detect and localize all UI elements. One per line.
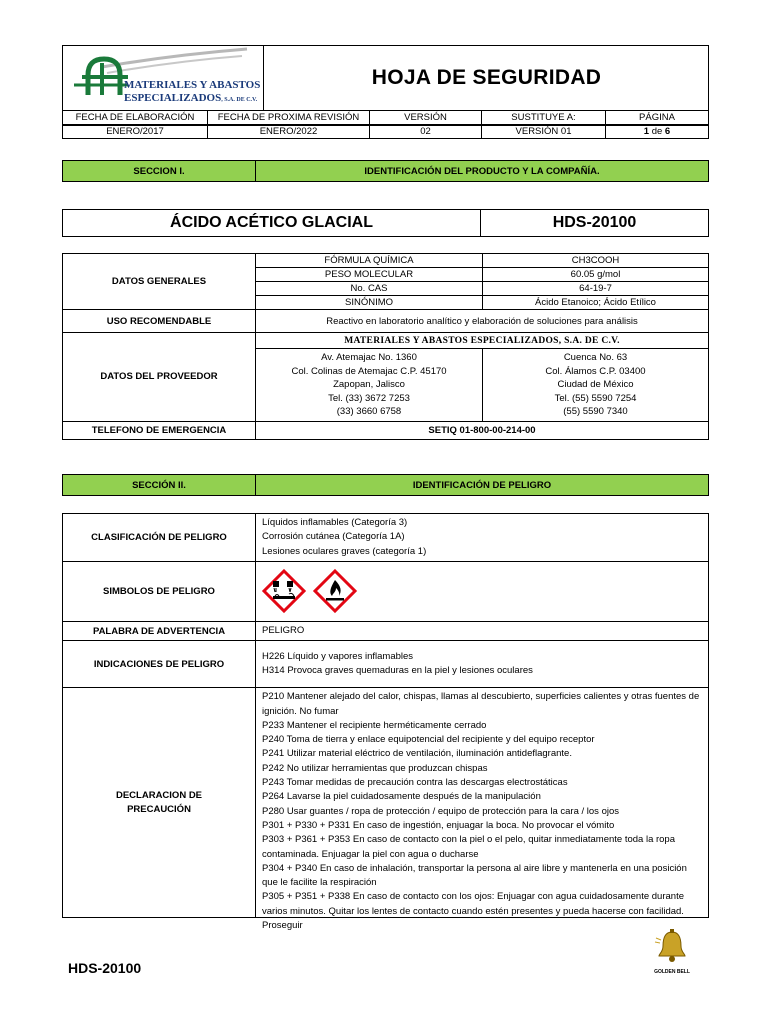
col-pagina: PÁGINA: [606, 111, 709, 125]
emergency-label: TELEFONO DE EMERGENCIA: [63, 421, 256, 439]
footer-document-code: HDS-20100: [68, 960, 142, 976]
section2-label: SECCIÓN II.: [63, 475, 256, 495]
bell-icon: [652, 928, 692, 964]
general-value: 60.05 g/mol: [483, 268, 709, 282]
val-fecha-revision: ENERO/2022: [208, 125, 370, 139]
general-value: 64-19-7: [483, 282, 709, 296]
val-fecha-elaboracion: ENERO/2017: [63, 125, 208, 139]
general-key: FÓRMULA QUÍMICA: [256, 254, 483, 268]
col-sustituye: SUSTITUYE A:: [482, 111, 606, 125]
precaution-label: DECLARACION DE PRECAUCIÓN: [63, 688, 256, 918]
classification-value: Líquidos inflamables (Categoría 3) Corrosión cutánea (Categoría 1A) Lesiones oculares graves (categoría 1): [256, 514, 709, 562]
section2-bar: [62, 474, 709, 496]
classification-label: CLASIFICACIÓN DE PELIGRO: [63, 514, 256, 562]
symbols-label: SIMBOLOS DE PELIGRO: [63, 562, 256, 622]
precaution-item: P233 Mantener el recipiente herméticamente cerrado: [262, 719, 487, 731]
golden-bell-text: GOLDEN BELL: [654, 969, 690, 975]
golden-bell-logo: [652, 928, 692, 976]
supplier-name: MATERIALES Y ABASTOS ESPECIALIZADOS, S.A. DE C.V.: [256, 333, 709, 349]
product-info-table: [62, 253, 709, 440]
corrosive-icon: [262, 569, 306, 618]
precaution-statements: [256, 688, 709, 932]
val-sustituye: VERSIÓN 01: [482, 125, 606, 139]
val-pagina: 1 de 6: [606, 125, 709, 139]
supplier-label: DATOS DEL PROVEEDOR: [63, 333, 256, 422]
hazard-statements: H226 Líquido y vapores inflamables H314 Provoca graves quemaduras en la piel y lesiones oculares: [256, 641, 709, 688]
hazard-table: [62, 513, 709, 932]
precaution-item: P210 Mantener alejado del calor, chispas, llamas al descubierto, superficies calientes y otras fuentes de ignición. No fumar: [262, 691, 700, 717]
general-key: PESO MOLECULAR: [256, 268, 483, 282]
precaution-item: P264 Lavarse la piel cuidadosamente después de la manipulación: [262, 791, 541, 803]
section1-label: SECCION I.: [63, 161, 256, 181]
precaution-item: P304 + P340 En caso de inhalación, transportar la persona al aire libre y mantenerla en una posición que le facilite la respiración: [262, 862, 687, 889]
precaution-item: P240 Toma de tierra y enlace equipotencial del recipiente y del equipo receptor: [262, 734, 595, 746]
product-code: HDS-20100: [552, 214, 637, 231]
precaution-item: P303 + P361 + P353 En caso de contacto con la piel o el pelo, quitar inmediatamente toda la ropa contaminada. Enjuagar la piel con agua o ducharse: [262, 834, 676, 860]
general-value: Ácido Etanoico; Ácido Etílico: [483, 296, 709, 310]
emergency-phone: SETIQ 01-800-00-214-00: [256, 421, 709, 439]
revision-table: [62, 110, 709, 139]
section1-title: IDENTIFICACIÓN DEL PRODUCTO Y LA COMPAÑÍA.: [364, 165, 600, 177]
col-fecha-elaboracion: FECHA DE ELABORACIÓN: [63, 111, 208, 125]
precaution-item: P305 + P351 + P338 En caso de contacto con los ojos: Enjuagar con agua cuidadosamente durante varios minutos. Quitar los lentes de contacto cuando estén presentes y pueda hacerse con facilidad. Proseguir: [262, 891, 684, 932]
product-row: [62, 209, 709, 237]
company-name-line1: MATERIALES Y ABASTOS: [124, 79, 261, 91]
precaution-item: P301 + P330 + P331 En caso de ingestión, enjuagar la boca. No provocar el vómito: [262, 819, 615, 831]
precaution-item: P242 No utilizar herramientas que produzcan chispas: [262, 762, 488, 774]
signal-word: PELIGRO: [256, 622, 709, 641]
use-label: USO RECOMENDABLE: [63, 310, 256, 333]
section2-title: IDENTIFICACIÓN DE PELIGRO: [412, 479, 552, 491]
company-name-line2: ESPECIALIZADOS, S.A. DE C.V.: [124, 92, 258, 104]
signal-word-label: PALABRA DE ADVERTENCIA: [63, 622, 256, 641]
hazard-statements-label: INDICACIONES DE PELIGRO: [63, 641, 256, 688]
precaution-item: P243 Tomar medidas de precaución contra las descargas electrostáticas: [262, 777, 568, 789]
product-name: ÁCIDO ACÉTICO GLACIAL: [63, 210, 481, 236]
supplier-address-left: Av. Atemajac No. 1360 Col. Colinas de Atemajac C.P. 45170 Zapopan, Jalisco Tel. (33) 3672 7253 (33) 3660 6758: [256, 349, 483, 422]
col-version: VERSIÓN: [370, 111, 482, 125]
flame-icon: [313, 569, 357, 618]
use-value: Reactivo en laboratorio analítico y elaboración de soluciones para análisis: [256, 310, 709, 333]
hazard-symbols: [256, 562, 709, 622]
section1-bar: [62, 160, 709, 182]
general-key: No. CAS: [256, 282, 483, 296]
precaution-item: P280 Usar guantes / ropa de protección / equipo de protección para la cara / los ojos: [262, 805, 619, 817]
general-data-label: DATOS GENERALES: [63, 254, 256, 310]
val-version: 02: [370, 125, 482, 139]
document-title: HOJA DE SEGURIDAD: [371, 66, 602, 89]
company-logo: [62, 45, 264, 111]
precaution-item: P241 Utilizar material eléctrico de ventilación, iluminación antideflagrante.: [262, 748, 572, 760]
supplier-address-right: Cuenca No. 63 Col. Álamos C.P. 03400 Ciudad de México Tel. (55) 5590 7254 (55) 5590 7340: [483, 349, 709, 422]
col-fecha-revision: FECHA DE PROXIMA REVISIÓN: [208, 111, 370, 125]
document-title-cell: [264, 45, 709, 111]
general-key: SINÓNIMO: [256, 296, 483, 310]
general-value: CH3COOH: [483, 254, 709, 268]
